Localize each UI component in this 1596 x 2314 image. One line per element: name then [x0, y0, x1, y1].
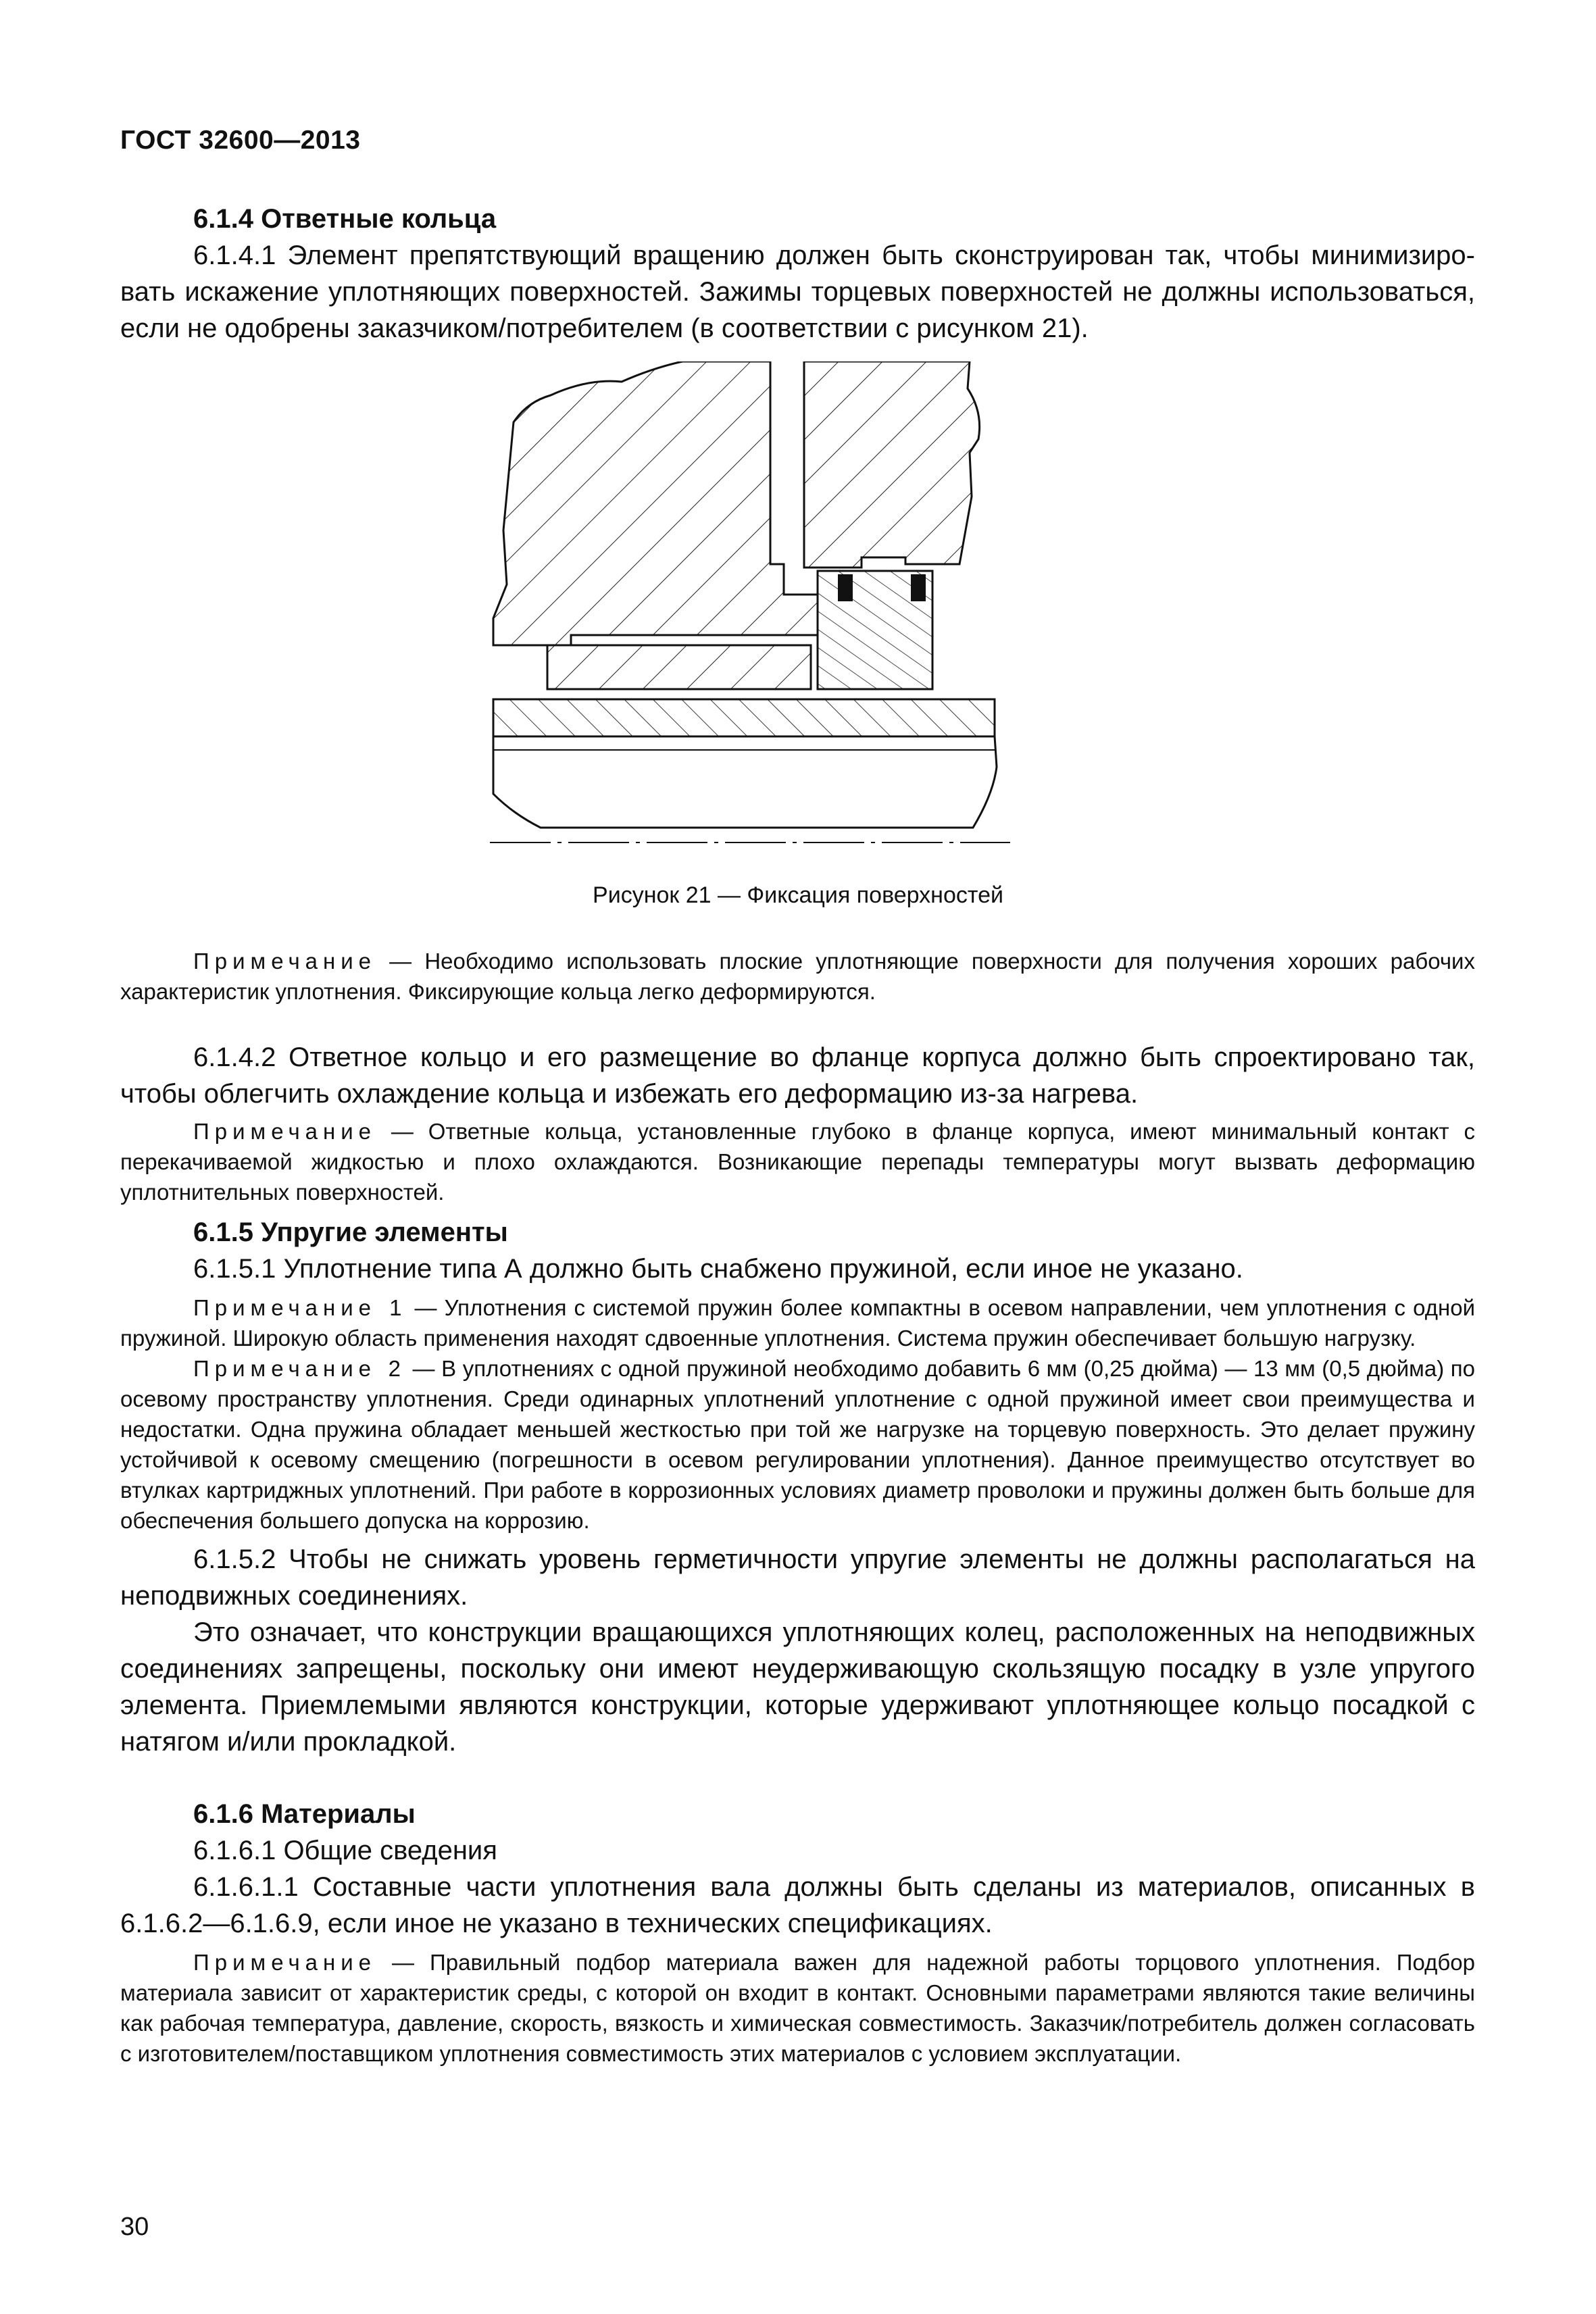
note-label: Примечание [193, 1950, 377, 1975]
note-text: — Ответные кольца, установленные глубоко в фланце корпуса, имеют минимальный контакт с перекачиваемой жидкостью и плохо охлаждаются. Возникающие перепады температуры могут вызвать деформацию уплотнительных поверхностей. [120, 1119, 1475, 1205]
o-ring-right [911, 574, 926, 601]
note-1 [120, 1292, 1475, 1353]
note-label: Примечание 1 [193, 1295, 407, 1320]
note-6-1-4-2 [120, 1116, 1475, 1207]
figure-21-seal-drawing [487, 361, 1014, 861]
note-2 [120, 1353, 1475, 1536]
note-text: — Уплотнения с системой пружин более компактны в осевом направлении, чем уплотнения с одной пружиной. Широкую область применения находят сдвоенные уплотнения. Система пружин обеспечивает большую нагрузку. [120, 1295, 1476, 1351]
note-figure-21 [120, 946, 1475, 1007]
section-title: 6.1.4 Ответные кольца [193, 204, 497, 234]
note-label: Примечание [193, 949, 377, 974]
paragraph-6-1-4-2: 6.1.4.2 Ответное кольцо и его размещение во фланце корпуса должно быть спроектировано так, чтобы облегчить охлаждение кольца и избежать его деформацию из-за нагрева. [120, 1042, 1475, 1109]
paragraph-6-1-4-1: 6.1.4.1 Элемент препятствующий вращению должен быть сконструирован так, чтобы минимизировать искажение уплотняющих поверхностей. Зажимы торцевых поверхностей не должны использоваться, если не одобрены заказчиком/потребителем (в соответствии с рисунком 21). [120, 241, 1475, 343]
o-ring-left [838, 574, 853, 601]
note-text: — Необходимо использовать плоские уплотняющие поверхности для получения хороших рабочих характеристик уплотнения. Фиксирующие кольца легко деформируются. [120, 949, 1475, 1004]
housing-left [493, 361, 818, 645]
note-label: Примечание 2 [193, 1356, 406, 1381]
section-6-1-4 [120, 201, 1475, 347]
note-label: Примечание [193, 1119, 377, 1144]
figure-caption: Рисунок 21 — Фиксация поверхностей [593, 882, 1003, 908]
paragraph-6-1-5-2: 6.1.5.2 Чтобы не снижать уровень герметичности упругие элементы не должны располагаться на неподвижных соединениях. [120, 1544, 1475, 1611]
housing-right [804, 361, 980, 568]
section-6-1-5 [120, 1214, 1475, 1760]
paragraph-6-1-5-2-explanation: Это означает, что конструкции вращающихся уплотняющих колец, расположенных на неподвижных соединениях запрещены, поскольку они имеют неудерживающую скользящую посадку в узле упругого элемента. Приемлемыми являются конструкции, которые удерживают уплотняющее кольцо посадкой с натягом и/или прокладкой. [120, 1617, 1475, 1757]
shaft-sleeve [493, 699, 995, 736]
note-materials [120, 1947, 1475, 2069]
note-text: — В уплотнениях с одной пружиной необходимо добавить 6 мм (0,25 дюйма) — 13 мм (0,5 дюйма) по осевому пространству уплотнения. Среди одинарных уплотнений уплотнение с одной пружиной имеет свои преимущества и недостатки. Одна пружина обладает меньшей жесткостью при той же нагрузке на торцевую поверхность. Это делает пружину устойчивой к осевому смещению (погрешности в осевом регулировании уплотнения). Данное преимущество отсутствует во втулках картриджных уплотнений. При работе в коррозионных условиях диаметр проволоки и пружины должен быть больше для обеспечения большего допуска на коррозию. [120, 1356, 1475, 1533]
paragraph-6-1-6-1-1: 6.1.6.1.1 Составные части уплотнения вала должны быть сделаны из материалов, описанных в 6.1.6.2—6.1.6.9, если иное не указано в технических спецификациях. [120, 1872, 1475, 1938]
paragraph-6-1-6-1: 6.1.6.1 Общие сведения [193, 1836, 497, 1865]
paragraph-6-1-5-1: 6.1.5.1 Уплотнение типа А должно быть снабжено пружиной, если иное не указано. [193, 1254, 1243, 1284]
document-header: ГОСТ 32600—2013 [120, 126, 361, 155]
section-6-1-6 [120, 1796, 1475, 2069]
section-title: 6.1.5 Упругие элементы [193, 1217, 508, 1247]
note-text: — Правильный подбор материала важен для надежной работы торцового уплотнения. Подбор материала зависит от характеристик среды, с которой он входит в контакт. Основными параметрами являются такие величины как рабочая температура, давление, скорость, вязкость и химическая совместимость. Заказчик/потребитель должен согласовать с изготовителем/поставщиком уплотнения совместимость этих материалов с условием эксплуатации. [120, 1950, 1475, 2066]
section-title: 6.1.6 Материалы [193, 1799, 416, 1829]
page-number: 30 [120, 2213, 149, 2241]
seal-face-ring [547, 645, 811, 689]
